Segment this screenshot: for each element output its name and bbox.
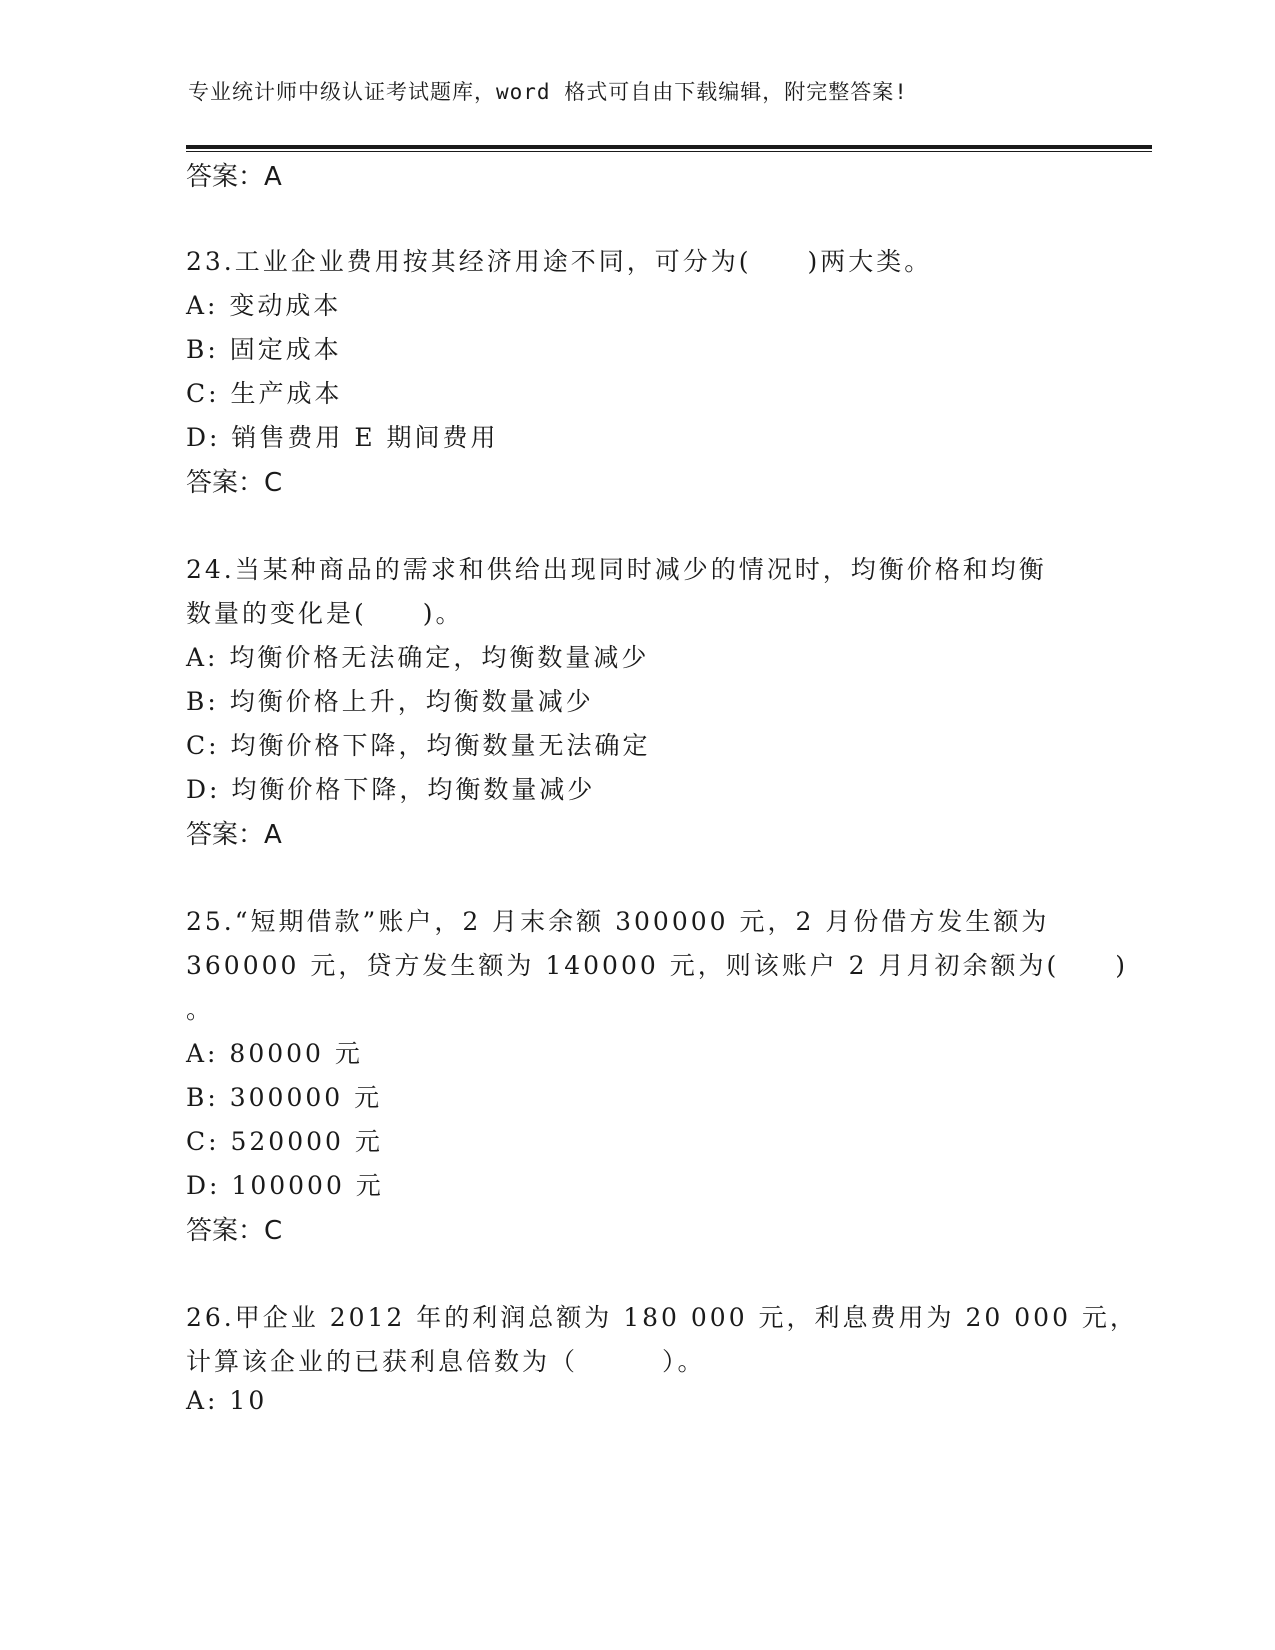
question-24-option-c: C: 均衡价格下降，均衡数量无法确定 bbox=[186, 731, 651, 760]
page-header-text: 专业统计师中级认证考试题库，word 格式可自由下载编辑，附完整答案! bbox=[188, 80, 908, 104]
question-25-stem-line1: 25.“短期借款”账户，2 月末余额 300000 元，2 月份借方发生额为 bbox=[186, 907, 1050, 936]
question-26-stem-line2: 计算该企业的已获利息倍数为（ ）。 bbox=[186, 1347, 706, 1376]
question-23-option-c: C: 生产成本 bbox=[186, 379, 343, 408]
answer-22: 答案：A bbox=[186, 162, 282, 192]
question-26-stem-line1: 26.甲企业 2012 年的利润总额为 180 000 元，利息费用为 20 000 元， bbox=[186, 1303, 1138, 1332]
question-23-stem: 23.工业企业费用按其经济用途不同，可分为( )两大类。 bbox=[186, 247, 933, 276]
question-25-option-d: D: 100000 元 bbox=[186, 1171, 384, 1200]
question-24-option-d: D: 均衡价格下降，均衡数量减少 bbox=[186, 775, 596, 804]
answer-24: 答案：A bbox=[186, 820, 282, 850]
question-23-option-b: B: 固定成本 bbox=[186, 335, 342, 364]
question-24-option-a: A: 均衡价格无法确定，均衡数量减少 bbox=[186, 643, 650, 672]
question-25-option-a: A: 80000 元 bbox=[186, 1039, 363, 1068]
header-rule-thin bbox=[186, 151, 1152, 152]
question-23-option-d: D: 销售费用 E 期间费用 bbox=[186, 423, 499, 452]
question-24-option-b: B: 均衡价格上升，均衡数量减少 bbox=[186, 687, 594, 716]
answer-25: 答案：C bbox=[186, 1216, 283, 1246]
question-25-option-b: B: 300000 元 bbox=[186, 1083, 383, 1112]
answer-23: 答案：C bbox=[186, 468, 283, 498]
question-25-stem-line2: 360000 元，贷方发生额为 140000 元，则该账户 2 月月初余额为( ) bbox=[186, 951, 1129, 980]
question-24-stem-line1: 24.当某种商品的需求和供给出现同时减少的情况时，均衡价格和均衡 bbox=[186, 555, 1047, 584]
question-24-stem-line2: 数量的变化是( )。 bbox=[186, 599, 464, 628]
question-23-option-a: A: 变动成本 bbox=[186, 291, 342, 320]
question-26-option-a: A: 10 bbox=[186, 1386, 268, 1415]
header-rule-thick bbox=[186, 145, 1152, 149]
question-25-option-c: C: 520000 元 bbox=[186, 1127, 383, 1156]
question-25-stem-line3: 。 bbox=[186, 995, 215, 1024]
